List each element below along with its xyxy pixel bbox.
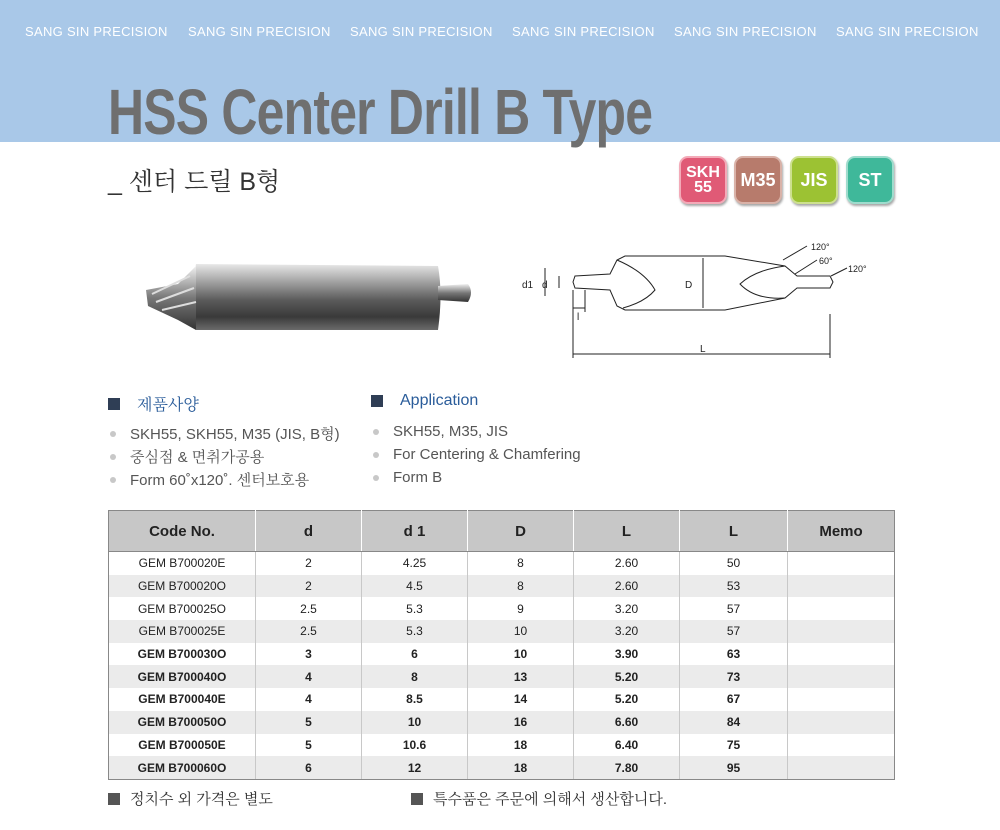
badge-st: ST [846, 156, 894, 204]
cell-memo [788, 620, 895, 643]
diagram-label-l: l [577, 312, 580, 323]
cell-D: 8 [468, 575, 574, 598]
brand-text: SANG SIN PRECISION [25, 24, 168, 39]
cell-D: 10 [468, 620, 574, 643]
cell-d1: 8 [362, 665, 468, 688]
specs-item-text: Form 60˚x120˚. 센터보호용 [130, 472, 310, 489]
diagram-label-d1: d1 [522, 280, 534, 291]
diagram-angle-2: 60° [819, 256, 833, 266]
diagram-label-D: D [685, 280, 693, 291]
cell-d: 6 [256, 756, 362, 779]
footnote-price [108, 788, 273, 809]
brand-text: SANG SIN PRECISION [350, 24, 493, 39]
brand-text: SANG SIN PRECISION [512, 24, 655, 39]
table-row [109, 575, 895, 598]
application-item [373, 469, 442, 486]
cell-L: 73 [680, 665, 788, 688]
col-header-D: D [468, 511, 574, 552]
cell-code: GEM B700060O [109, 756, 256, 779]
cell-d: 5 [256, 734, 362, 757]
table-row [109, 756, 895, 779]
col-header-d1: d 1 [362, 511, 468, 552]
table-row [109, 620, 895, 643]
badge-skh-top: SKH [686, 164, 720, 181]
table-row [109, 552, 895, 575]
cell-d1: 8.5 [362, 688, 468, 711]
specs-heading [108, 392, 199, 415]
brand-text: SANG SIN PRECISION [188, 24, 331, 39]
cell-d: 5 [256, 711, 362, 734]
badge-skh55 [679, 156, 727, 204]
brand-text: SANG SIN PRECISION [836, 24, 979, 39]
cell-D: 13 [468, 665, 574, 688]
cell-L: 67 [680, 688, 788, 711]
cell-l: 2.60 [574, 575, 680, 598]
diagram-label-L: L [700, 344, 706, 355]
cell-d: 2 [256, 575, 362, 598]
cell-d: 3 [256, 643, 362, 666]
footnote-text: 특수품은 주문에 의해서 생산합니다. [433, 791, 668, 808]
cell-memo [788, 711, 895, 734]
cell-code: GEM B700040E [109, 688, 256, 711]
square-bullet-icon [411, 793, 423, 805]
cell-code: GEM B700020O [109, 575, 256, 598]
cell-d: 2.5 [256, 597, 362, 620]
cell-memo [788, 688, 895, 711]
cell-d1: 4.25 [362, 552, 468, 575]
cell-d: 4 [256, 688, 362, 711]
diagram-label-d: d [542, 280, 548, 291]
cell-code: GEM B700020E [109, 552, 256, 575]
specs-item-text: SKH55, SKH55, M35 (JIS, B형) [130, 426, 340, 443]
cell-code: GEM B700025E [109, 620, 256, 643]
cell-l: 2.60 [574, 552, 680, 575]
cell-d1: 12 [362, 756, 468, 779]
bullet-dot-icon [373, 452, 379, 458]
col-header-L: L [680, 511, 788, 552]
cell-memo [788, 756, 895, 779]
table-row [109, 665, 895, 688]
square-bullet-icon [108, 398, 120, 410]
badge-skh-bottom: 55 [694, 179, 712, 196]
table-header-row [109, 511, 895, 552]
cell-code: GEM B700030O [109, 643, 256, 666]
cell-D: 8 [468, 552, 574, 575]
page-subtitle: _ 센터 드릴 B형 [108, 168, 281, 196]
cell-l: 3.20 [574, 620, 680, 643]
bullet-dot-icon [110, 477, 116, 483]
cell-d1: 10 [362, 711, 468, 734]
diagram-angle-3: 120° [848, 264, 867, 274]
cell-D: 9 [468, 597, 574, 620]
specs-item [110, 423, 340, 444]
badge-jis: JIS [790, 156, 838, 204]
cell-d1: 5.3 [362, 620, 468, 643]
cell-d: 2.5 [256, 620, 362, 643]
cell-L: 84 [680, 711, 788, 734]
bullet-dot-icon [110, 431, 116, 437]
cell-code: GEM B700040O [109, 665, 256, 688]
cell-L: 57 [680, 597, 788, 620]
square-bullet-icon [371, 395, 383, 407]
cell-d: 2 [256, 552, 362, 575]
application-heading-text: Application [400, 392, 479, 409]
cell-D: 14 [468, 688, 574, 711]
cell-d1: 6 [362, 643, 468, 666]
application-item [373, 446, 581, 463]
cell-l: 3.90 [574, 643, 680, 666]
footnote-text: 정치수 외 가격은 별도 [130, 791, 273, 808]
application-item-text: For Centering & Chamfering [393, 446, 581, 463]
table-row [109, 734, 895, 757]
col-header-memo: Memo [788, 511, 895, 552]
footnote-custom [411, 788, 667, 809]
application-item-text: Form B [393, 469, 443, 486]
cell-code: GEM B700050E [109, 734, 256, 757]
table-row [109, 711, 895, 734]
cell-L: 53 [680, 575, 788, 598]
specs-heading-text: 제품사양 [137, 397, 199, 414]
cell-memo [788, 643, 895, 666]
cell-L: 63 [680, 643, 788, 666]
cell-D: 18 [468, 756, 574, 779]
cell-l: 5.20 [574, 665, 680, 688]
table-row [109, 597, 895, 620]
diagram-angle-1: 120° [811, 242, 830, 252]
cell-memo [788, 665, 895, 688]
specs-item-text: 중심점 & 면취가공용 [130, 449, 265, 466]
cell-l: 5.20 [574, 688, 680, 711]
brand-repeat-row [0, 24, 1000, 44]
col-header-d: d [256, 511, 362, 552]
table-row [109, 688, 895, 711]
cell-D: 16 [468, 711, 574, 734]
cell-d: 4 [256, 665, 362, 688]
cell-memo [788, 597, 895, 620]
cell-d1: 5.3 [362, 597, 468, 620]
cell-code: GEM B700050O [109, 711, 256, 734]
cell-l: 7.80 [574, 756, 680, 779]
bullet-dot-icon [110, 454, 116, 460]
cell-d1: 10.6 [362, 734, 468, 757]
cell-memo [788, 734, 895, 757]
col-header-code: Code No. [109, 511, 256, 552]
cell-l: 6.40 [574, 734, 680, 757]
cell-d1: 4.5 [362, 575, 468, 598]
cell-L: 50 [680, 552, 788, 575]
application-heading [371, 392, 478, 410]
bullet-dot-icon [373, 429, 379, 435]
page-title: HSS Center Drill B Type [108, 76, 653, 148]
technical-diagram [515, 230, 867, 370]
product-photo [138, 254, 483, 340]
cell-L: 75 [680, 734, 788, 757]
badge-m35: M35 [734, 156, 782, 204]
col-header-l: L [574, 511, 680, 552]
cell-L: 95 [680, 756, 788, 779]
cell-D: 18 [468, 734, 574, 757]
cell-code: GEM B700025O [109, 597, 256, 620]
table-row [109, 643, 895, 666]
application-item [373, 423, 508, 440]
square-bullet-icon [108, 793, 120, 805]
cell-l: 6.60 [574, 711, 680, 734]
spec-table [108, 510, 895, 780]
cell-memo [788, 575, 895, 598]
specs-item [110, 469, 309, 490]
bullet-dot-icon [373, 475, 379, 481]
application-item-text: SKH55, M35, JIS [393, 423, 509, 440]
cell-l: 3.20 [574, 597, 680, 620]
cell-L: 57 [680, 620, 788, 643]
specs-item [110, 446, 264, 467]
brand-text: SANG SIN PRECISION [674, 24, 817, 39]
cell-D: 10 [468, 643, 574, 666]
cell-memo [788, 552, 895, 575]
